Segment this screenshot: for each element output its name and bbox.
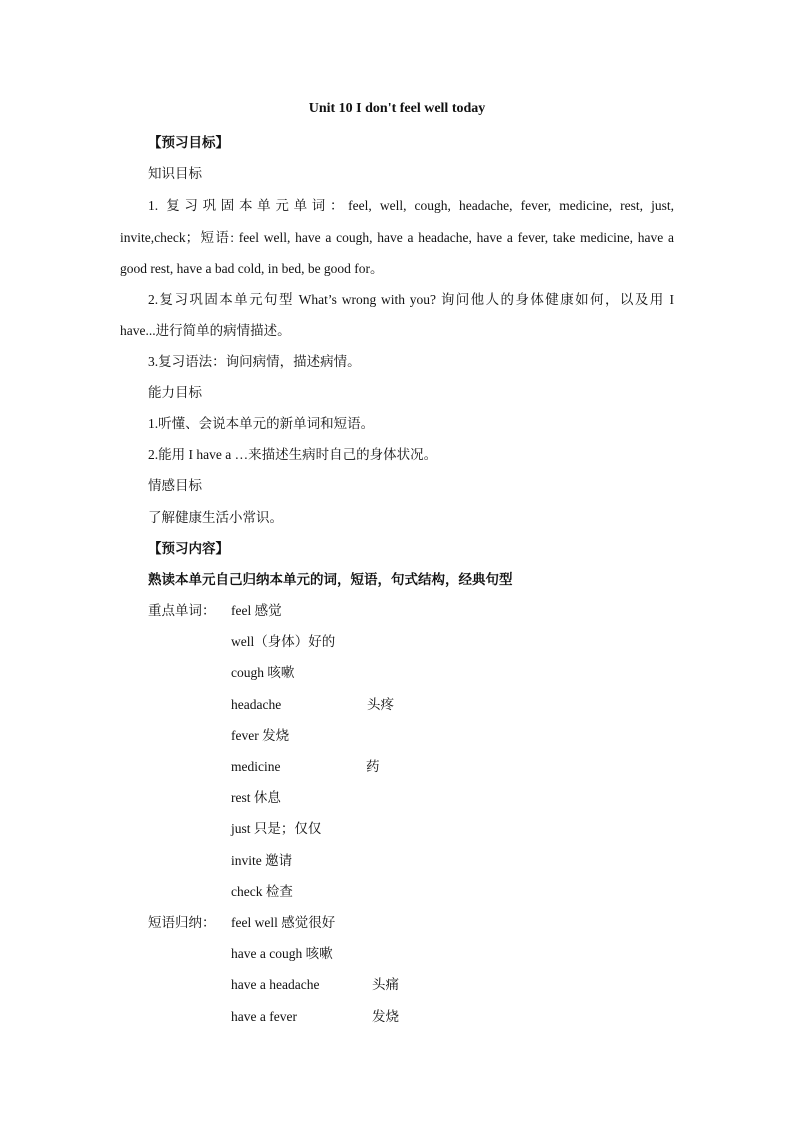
key-words-label: 重点单词：	[148, 603, 216, 618]
knowledge-item-1-line-3: good rest, have a bad cold, in bed, be good for。	[120, 261, 384, 276]
page-title: Unit 10 I don't feel well today	[308, 101, 486, 116]
word-item: rest 休息	[231, 790, 281, 805]
phrase-gloss: 头痛	[372, 977, 399, 992]
knowledge-goals-label: 知识目标	[148, 166, 202, 181]
knowledge-item-1-line-1: 1. 复习巩固本单元单词：feel, well, cough, headache, fever, medicine, rest, just,	[148, 198, 674, 213]
phrase-item: have a cough 咳嗽	[231, 946, 333, 961]
word-item: medicine	[231, 759, 281, 774]
word-item: cough 咳嗽	[231, 665, 295, 680]
knowledge-item-3: 3.复习语法：询问病情，描述病情。	[148, 354, 361, 369]
word-item: fever 发烧	[231, 728, 290, 743]
emotion-goals-label: 情感目标	[148, 478, 202, 493]
instruction-text: 熟读本单元自己归纳本单元的词，短语，句式结构，经典句型	[148, 572, 513, 587]
word-gloss: 头疼	[367, 697, 394, 712]
word-item: feel 感觉	[231, 603, 282, 618]
knowledge-item-1-line-2: invite,check；短语: feel well, have a cough, have a headache, have a fever, take medicine, have a	[120, 230, 674, 245]
phrase-gloss: 发烧	[372, 1009, 399, 1024]
ability-goals-label: 能力目标	[148, 385, 202, 400]
phrase-item: feel well 感觉很好	[231, 915, 336, 930]
word-item: invite 邀请	[231, 853, 293, 868]
phrase-item: have a fever	[231, 1009, 297, 1024]
word-item: check 检查	[231, 884, 293, 899]
ability-item-1: 1.听懂、会说本单元的新单词和短语。	[148, 416, 375, 431]
phrase-item: have a headache	[231, 977, 320, 992]
knowledge-item-2-line-2: have...进行简单的病情描述。	[120, 323, 291, 338]
preview-content-heading: 【预习内容】	[148, 541, 229, 556]
emotion-item-1: 了解健康生活小常识。	[148, 510, 283, 525]
preview-goals-heading: 【预习目标】	[148, 135, 229, 150]
word-item: just 只是；仅仅	[231, 821, 322, 836]
ability-item-2: 2.能用 I have a …来描述生病时自己的身体状况。	[148, 447, 438, 462]
word-gloss: 药	[366, 759, 380, 774]
knowledge-item-2-line-1: 2.复习巩固本单元句型 What’s wrong with you? 询问他人的身体健康如何，以及用 I	[148, 292, 674, 307]
phrases-label: 短语归纳：	[148, 915, 216, 930]
word-item: well（身体）好的	[231, 634, 336, 649]
word-item: headache	[231, 697, 282, 712]
